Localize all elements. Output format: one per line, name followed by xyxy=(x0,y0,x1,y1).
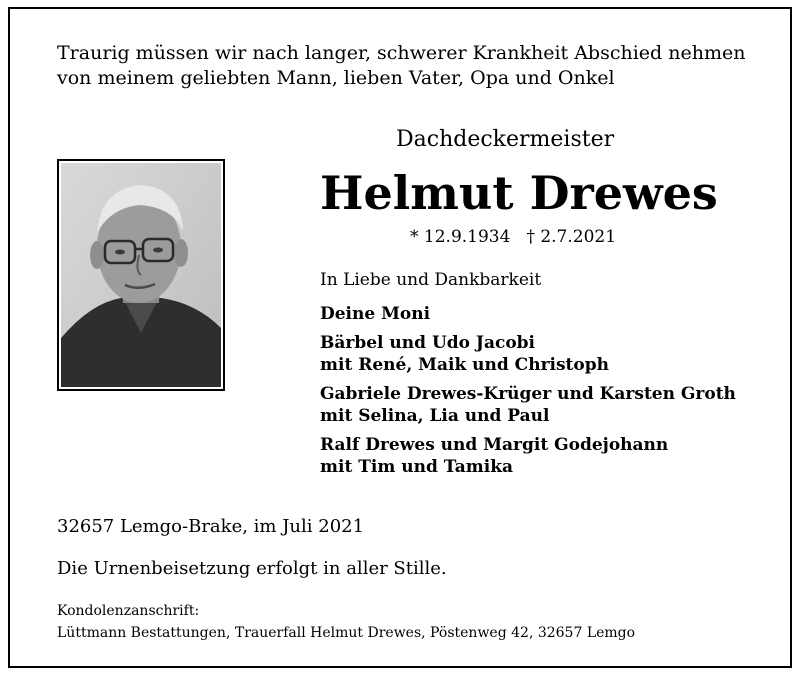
birth-date: * 12.9.1934 xyxy=(410,227,511,247)
condolence-address xyxy=(57,600,635,644)
burial-note: Die Urnenbeisetzung erfolgt in aller Stille. xyxy=(57,558,447,579)
deceased-title: Dachdeckermeister xyxy=(396,127,615,152)
portrait-photo xyxy=(57,159,225,391)
family-line: Gabriele Drewes-Krüger und Karsten Groth xyxy=(320,384,736,404)
place-date: 32657 Lemgo-Brake, im Juli 2021 xyxy=(57,516,365,537)
portrait-image xyxy=(61,163,221,387)
family-line: mit Tim und Tamika xyxy=(320,457,514,477)
family-line: Bärbel und Udo Jacobi xyxy=(320,333,536,353)
family-line: mit René, Maik und Christoph xyxy=(320,355,609,375)
intro-text xyxy=(57,41,745,91)
family-group xyxy=(320,303,736,325)
intro-line-2: von meinem geliebten Mann, lieben Vater, Opa und Onkel xyxy=(57,67,615,89)
family-list xyxy=(320,303,736,485)
condolence-text: Lüttmann Bestattungen, Trauerfall Helmut Drewes, Pöstenweg 42, 32657 Lemgo xyxy=(57,625,636,641)
deceased-name: Helmut Drewes xyxy=(320,166,718,220)
intro-line-1: Traurig müssen wir nach langer, schwerer Krankheit Abschied nehmen xyxy=(57,42,746,64)
gratitude-line: In Liebe und Dankbarkeit xyxy=(320,270,542,290)
family-line: Deine Moni xyxy=(320,304,431,324)
family-line: mit Selina, Lia und Paul xyxy=(320,406,550,426)
family-group xyxy=(320,383,736,427)
family-group xyxy=(320,332,736,376)
condolence-label: Kondolenzanschrift: xyxy=(57,603,200,619)
life-dates xyxy=(410,227,616,247)
family-line: Ralf Drewes und Margit Godejohann xyxy=(320,435,669,455)
death-date: † 2.7.2021 xyxy=(526,227,617,247)
family-group xyxy=(320,434,736,478)
